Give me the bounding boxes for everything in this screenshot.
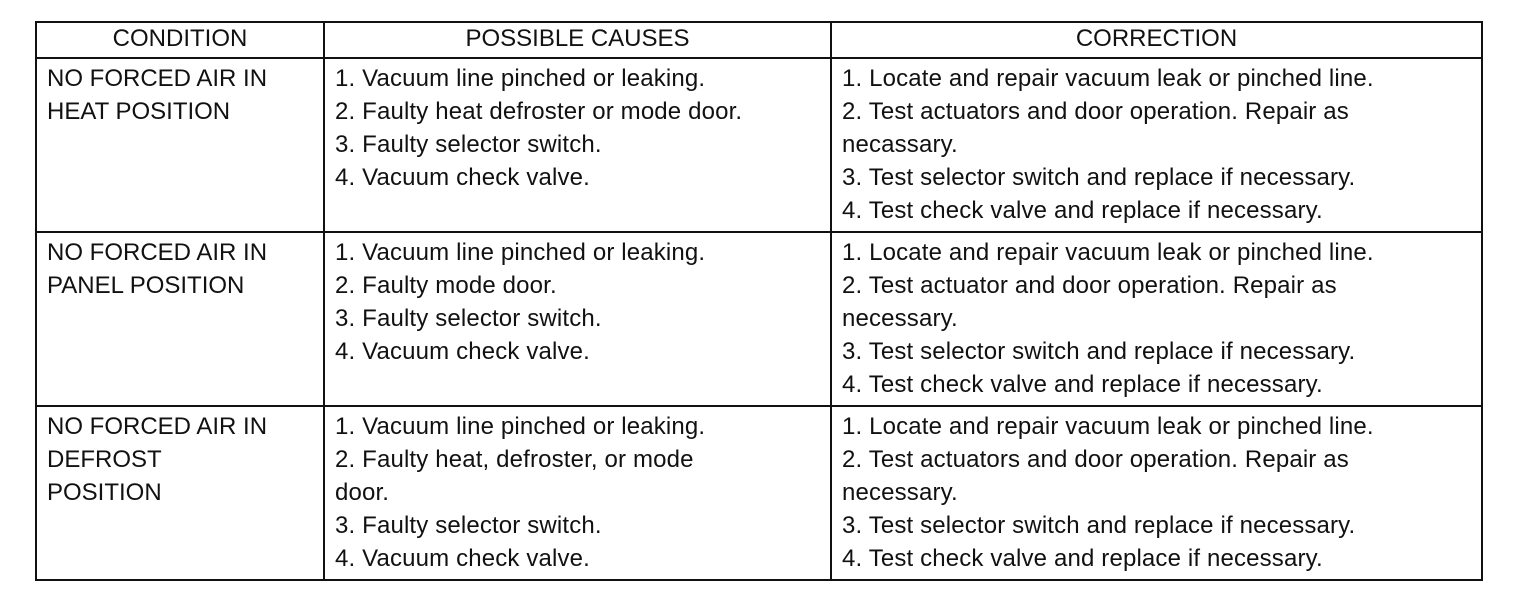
cause-item: 2. Faulty heat defroster or mode door. <box>335 98 743 125</box>
correction-item: 1. Locate and repair vacuum leak or pinched line. <box>842 239 1374 266</box>
correction-item: 4. Test check valve and replace if necessary. <box>842 197 1323 224</box>
table-row <box>36 232 1482 406</box>
cause-item: 4. Vacuum check valve. <box>335 545 590 572</box>
cause-item: 3. Faulty selector switch. <box>335 305 602 332</box>
cause-item: 4. Vacuum check valve. <box>335 164 590 191</box>
header-possible-causes: POSSIBLE CAUSES <box>324 22 831 58</box>
cause-item: 4. Vacuum check valve. <box>335 338 590 365</box>
cause-item: 3. Faulty selector switch. <box>335 512 602 539</box>
header-correction: CORRECTION <box>831 22 1482 58</box>
correction-item: 4. Test check valve and replace if necessary. <box>842 545 1323 572</box>
cause-item: 2. Faulty heat, defroster, or mode <box>335 446 694 473</box>
condition-line: NO FORCED AIR IN <box>47 413 268 440</box>
correction-cell <box>831 58 1482 232</box>
correction-cell <box>831 406 1482 580</box>
correction-item: necessary. <box>842 479 958 506</box>
cause-item: 1. Vacuum line pinched or leaking. <box>335 239 706 266</box>
cause-item: 2. Faulty mode door. <box>335 272 557 299</box>
condition-line: HEAT POSITION <box>47 98 231 125</box>
correction-item: 3. Test selector switch and replace if necessary. <box>842 164 1356 191</box>
correction-item: 4. Test check valve and replace if necessary. <box>842 371 1323 398</box>
cause-item: 1. Vacuum line pinched or leaking. <box>335 413 706 440</box>
correction-item: 1. Locate and repair vacuum leak or pinched line. <box>842 413 1374 440</box>
correction-item: 1. Locate and repair vacuum leak or pinched line. <box>842 65 1374 92</box>
correction-item: 2. Test actuators and door operation. Repair as <box>842 98 1349 125</box>
condition-line: NO FORCED AIR IN <box>47 65 268 92</box>
condition-line: DEFROST <box>47 446 162 473</box>
table-row <box>36 406 1482 580</box>
correction-item: necassary. <box>842 131 958 158</box>
correction-item: 3. Test selector switch and replace if necessary. <box>842 338 1356 365</box>
header-row <box>36 22 1482 58</box>
condition-line: POSITION <box>47 479 162 506</box>
header-condition: CONDITION <box>36 22 324 58</box>
correction-item: 2. Test actuator and door operation. Repair as <box>842 272 1337 299</box>
condition-cell <box>36 58 324 232</box>
table-row <box>36 58 1482 232</box>
correction-item: 3. Test selector switch and replace if necessary. <box>842 512 1356 539</box>
condition-line: PANEL POSITION <box>47 272 245 299</box>
correction-item: 2. Test actuators and door operation. Repair as <box>842 446 1349 473</box>
cause-item: 1. Vacuum line pinched or leaking. <box>335 65 706 92</box>
causes-cell <box>324 58 831 232</box>
condition-line: NO FORCED AIR IN <box>47 239 268 266</box>
cause-item: 3. Faulty selector switch. <box>335 131 602 158</box>
causes-cell <box>324 406 831 580</box>
causes-cell <box>324 232 831 406</box>
cause-item: door. <box>335 479 390 506</box>
correction-cell <box>831 232 1482 406</box>
diagnosis-table <box>35 21 1483 581</box>
condition-cell <box>36 406 324 580</box>
condition-cell <box>36 232 324 406</box>
correction-item: necessary. <box>842 305 958 332</box>
